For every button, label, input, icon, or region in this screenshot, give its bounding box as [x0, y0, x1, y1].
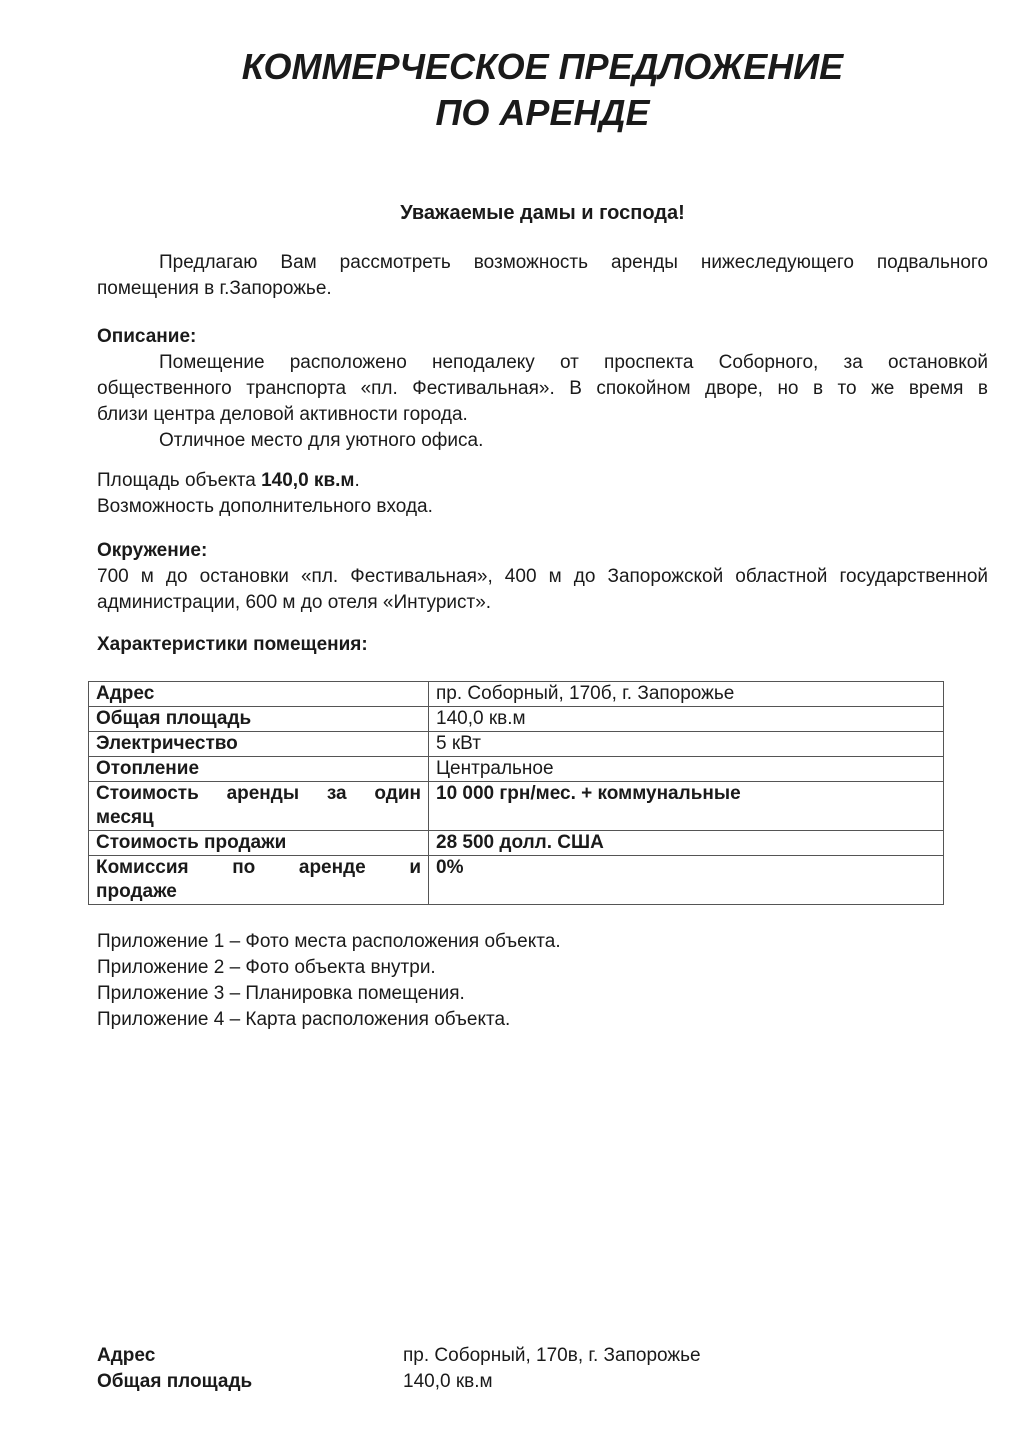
table-cell-value: Центральное: [429, 757, 944, 782]
description-paragraph: [97, 350, 988, 454]
footer-value: 140,0 кв.м: [403, 1371, 493, 1392]
table-row: [89, 732, 944, 757]
characteristics-table: [88, 681, 944, 905]
page-title: [97, 0, 988, 136]
area-value: 140,0 кв.м: [261, 470, 355, 491]
table-label-line: Комиссия по аренде и: [96, 857, 421, 878]
table-cell-value: пр. Соборный, 170б, г. Запорожье: [429, 682, 944, 707]
table-cell-label: Отопление: [89, 757, 429, 782]
page-title-line-2: ПО АРЕНДЕ: [435, 92, 650, 133]
area-line: Возможность дополнительного входа.: [97, 496, 433, 517]
table-cell-label: [89, 856, 429, 905]
page-title-line-1: КОММЕРЧЕСКОЕ ПРЕДЛОЖЕНИЕ: [241, 46, 844, 87]
attachment-item: Приложение 3 – Планировка помещения.: [97, 983, 465, 1004]
footer-row: [97, 1369, 988, 1395]
attachment-item: Приложение 2 – Фото объекта внутри.: [97, 957, 436, 978]
table-row: [89, 856, 944, 905]
area-text: Площадь объекта: [97, 470, 262, 491]
greeting-text: Уважаемые дамы и господа!: [400, 202, 685, 224]
description-heading: Описание:: [97, 326, 197, 347]
surroundings-line: 700 м до остановки «пл. Фестивальная», 400 м до Запорожской областной государственной: [97, 566, 988, 587]
attachment-item: Приложение 4 – Карта расположения объекта.: [97, 1009, 511, 1030]
table-row: [89, 831, 944, 856]
table-row: [89, 707, 944, 732]
table-label-line: Стоимость аренды за один: [96, 783, 421, 804]
description-line: близи центра деловой активности города.: [97, 404, 468, 425]
table-cell-label: Стоимость продажи: [89, 831, 429, 856]
intro-paragraph: [97, 250, 988, 302]
table-label-line: продаже: [96, 881, 177, 902]
table-row: [89, 782, 944, 831]
attachment-item: Приложение 1 – Фото места расположения объекта.: [97, 931, 561, 952]
area-text: .: [354, 470, 360, 491]
surroundings-paragraph: [97, 564, 988, 616]
intro-paragraph-line: Предлагаю Вам рассмотреть возможность аренды нижеследующего подвального: [159, 252, 988, 273]
description-line: Помещение расположено неподалеку от проспекта Соборного, за остановкой: [159, 352, 988, 373]
description-line: Отличное место для уютного офиса.: [159, 430, 484, 451]
area-line: [97, 468, 988, 494]
footer-label: Общая площадь: [97, 1371, 253, 1392]
table-cell-label: Электричество: [89, 732, 429, 757]
table-label-line: месяц: [96, 807, 154, 828]
footer-label: Адрес: [97, 1345, 156, 1366]
footer-address-block: [97, 1343, 988, 1395]
table-cell-value: 28 500 долл. США: [429, 831, 944, 856]
surroundings-line: администрации, 600 м до отеля «Интурист».: [97, 592, 492, 613]
table-cell-label: Общая площадь: [89, 707, 429, 732]
table-cell-value: 5 кВт: [429, 732, 944, 757]
surroundings-heading: Окружение:: [97, 540, 208, 561]
table-row: [89, 682, 944, 707]
table-cell-value: 0%: [429, 856, 944, 905]
intro-paragraph-line: помещения в г.Запорожье.: [97, 278, 332, 299]
characteristics-heading: Характеристики помещения:: [97, 634, 368, 655]
description-line: общественного транспорта «пл. Фестивальная». В спокойном дворе, но в то же время в: [97, 378, 988, 399]
area-paragraph: [97, 468, 988, 520]
footer-row: [97, 1343, 988, 1369]
attachments-list: [97, 929, 988, 1033]
table-cell-value: 10 000 грн/мес. + коммунальные: [429, 782, 944, 831]
footer-value: пр. Соборный, 170в, г. Запорожье: [403, 1345, 701, 1366]
table-cell-label: Адрес: [89, 682, 429, 707]
table-row: [89, 757, 944, 782]
table-cell-value: 140,0 кв.м: [429, 707, 944, 732]
table-cell-label: [89, 782, 429, 831]
